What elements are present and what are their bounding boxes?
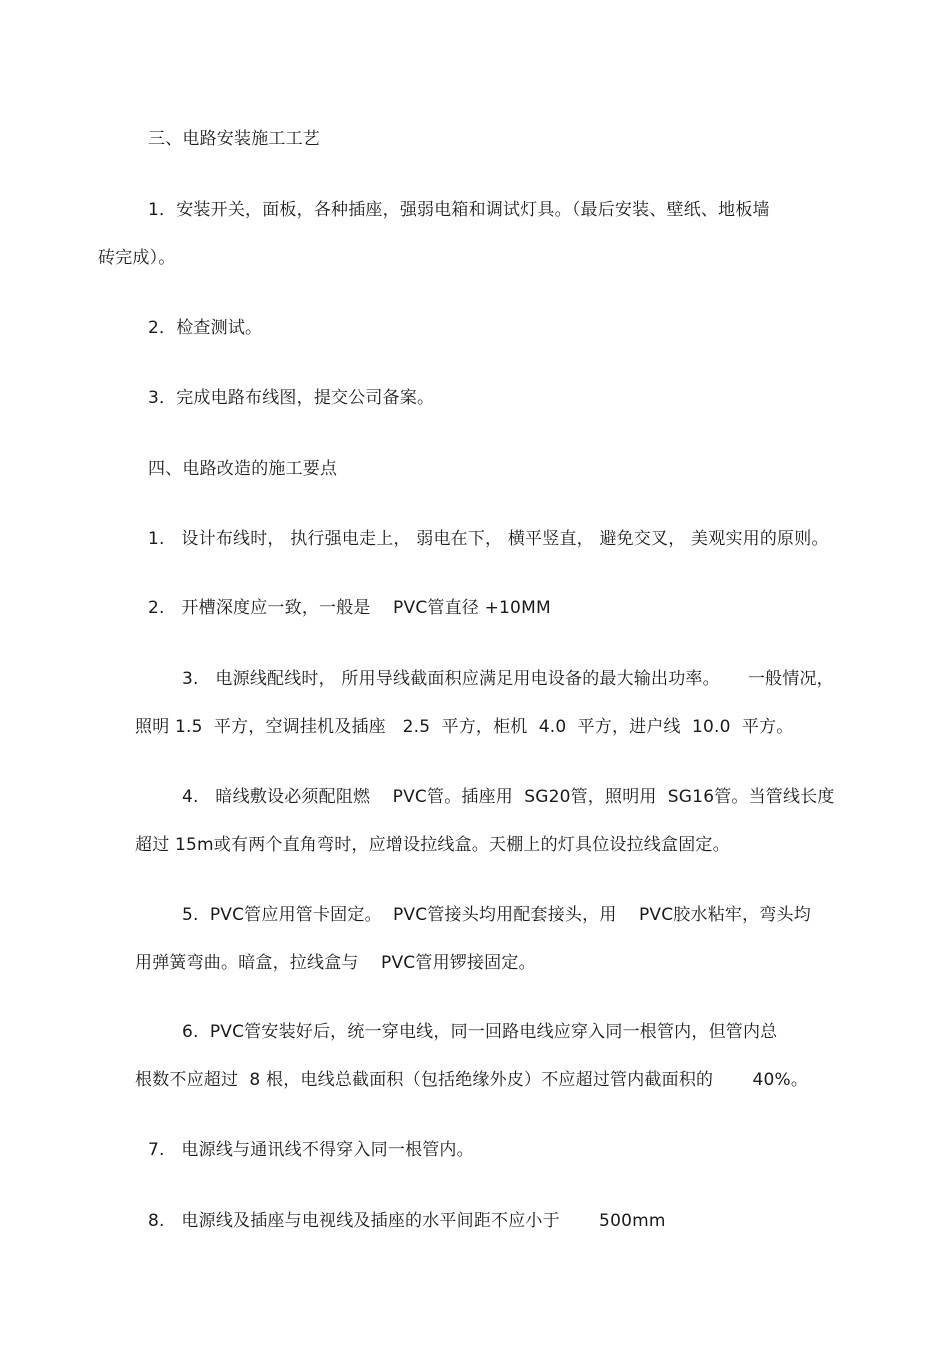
section-4-item-8: 8. 电源线及插座与电视线及插座的水平间距不应小于 500mm xyxy=(148,1211,666,1231)
section-4-item-5-line-2: 用弹簧弯曲。暗盒，拉线盒与 PVC管用锣接固定。 xyxy=(135,953,536,973)
section-4-item-5-line-1: 5. PVC管应用管卡固定。 PVC管接头均用配套接头，用 PVC胶水粘牢，弯头均 xyxy=(182,905,811,925)
section-4-item-6-line-1: 6. PVC管安装好后，统一穿电线，同一回路电线应穿入同一根管内，但管内总 xyxy=(182,1022,778,1042)
section-3-item-1-line-2: 砖完成）。 xyxy=(98,248,176,268)
section-3-item-2: 2．检查测试。 xyxy=(148,318,263,338)
section-4-item-7: 7. 电源线与通讯线不得穿入同一根管内。 xyxy=(148,1140,474,1160)
section-4-item-1: 1. 设计布线时， 执行强电走上， 弱电在下， 横平竖直， 避免交叉， 美观实用的原则。 xyxy=(148,529,829,549)
section-4-item-6-line-2: 根数不应超过 8 根，电线总截面积（包括绝缘外皮）不应超过管内截面积的 40%。 xyxy=(135,1070,809,1090)
section-4-item-4-line-1: 4. 暗线敷设必须配阻燃 PVC管。插座用 SG20管，照明用 SG16管。当管线长度 xyxy=(182,787,835,807)
section-4-item-2: 2. 开槽深度应一致，一般是 PVC管直径 +10MM xyxy=(148,598,551,618)
section-3-item-1-line-1: 1．安装开关，面板，各种插座，强弱电箱和调试灯具。（最后安装、壁纸、地板墙 xyxy=(148,200,770,220)
section-4-item-3-line-2: 照明 1.5 平方，空调挂机及插座 2.5 平方，柜机 4.0 平方，进户线 10.0 平方。 xyxy=(135,717,794,737)
section-4-item-4-line-2: 超过 15m或有两个直角弯时，应增设拉线盒。天棚上的灯具位设拉线盒固定。 xyxy=(135,835,730,855)
section-3-heading: 三、电路安装施工工艺 xyxy=(148,129,320,149)
section-4-item-3-line-1: 3. 电源线配线时， 所用导线截面积应满足用电设备的最大输出功率。 一般情况， xyxy=(182,669,834,689)
section-4-heading: 四、电路改造的施工要点 xyxy=(148,459,338,479)
section-3-item-3: 3．完成电路布线图，提交公司备案。 xyxy=(148,388,435,408)
